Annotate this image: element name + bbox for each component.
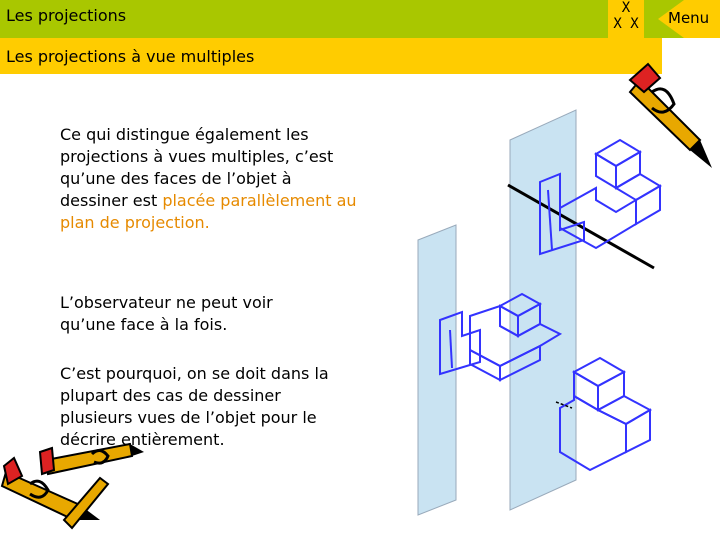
p3-line-3: plusieurs vues de l’objet pour le [60,408,317,427]
pencils-clipart-icon [2,444,144,528]
p2-line-2: qu’une face à la fois. [60,315,228,334]
p3-line-1: C’est pourquoi, on se doit dans la [60,364,329,383]
xx-nav-bottom: X X [613,16,639,32]
section-subtitle: Les projections à vue multiples [6,47,255,66]
p1-line-3: qu’une des faces de l’objet à [60,169,292,188]
p2-line-1: L’observateur ne peut voir [60,293,273,312]
p1-line-1: Ce qui distingue également les [60,125,309,144]
paragraph-multiple-views [60,363,370,451]
paragraph-distinction [60,124,370,234]
p1-line-4 [60,190,370,212]
menu-label: Menu [668,9,710,27]
projection-plane-right [510,110,576,510]
p1-line-4-text: dessiner est [60,191,163,210]
p1-highlight-a: placée parallèlement au [162,191,357,210]
paragraph-observer [60,292,370,336]
p1-line-2: projections à vues multiples, c’est [60,147,334,166]
pencil-icon [630,64,712,168]
p3-line-4: décrire entièrement. [60,430,225,449]
p3-line-2: plupart des cas de dessiner [60,386,281,405]
page-title: Les projections [6,6,127,25]
p1-highlight-b: plan de projection. [60,213,210,232]
xx-nav-top: X [621,0,631,16]
